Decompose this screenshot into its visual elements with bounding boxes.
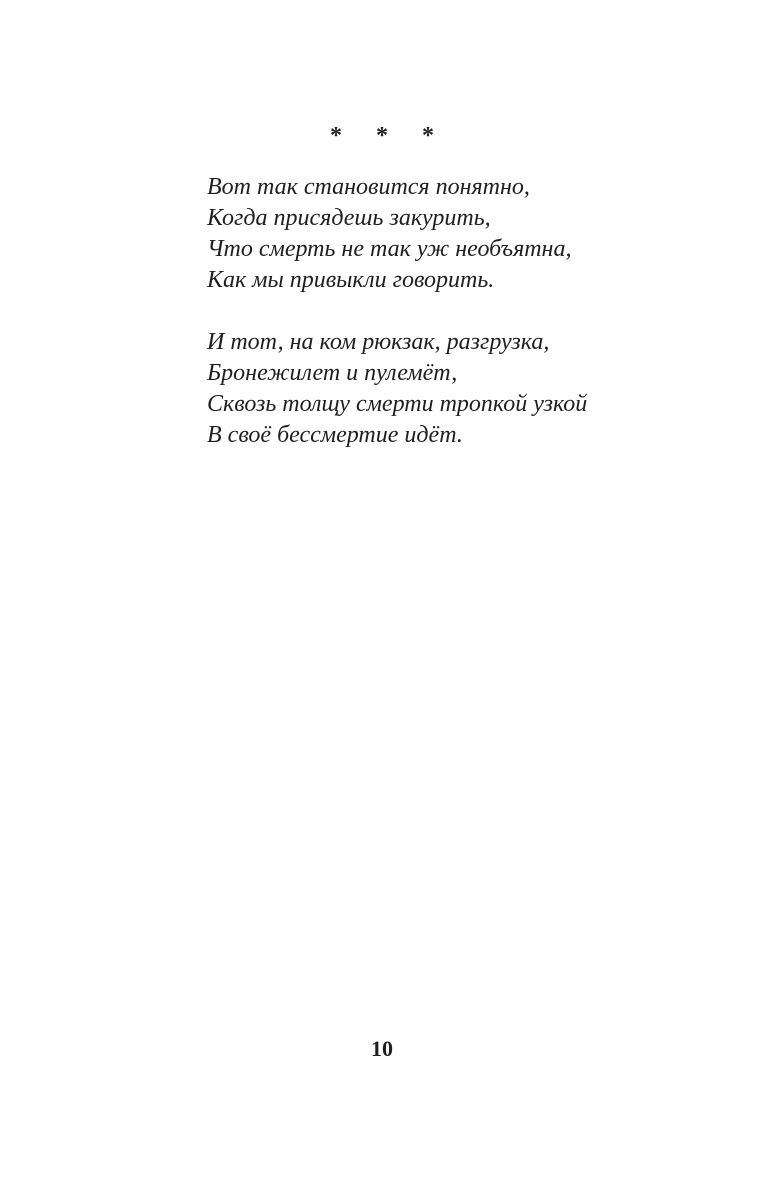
- poem-line: Что смерть не так уж необъятна,: [207, 236, 572, 262]
- page-number: 10: [371, 1036, 393, 1061]
- section-separator: * * *: [330, 123, 448, 149]
- stanza-2: [207, 327, 727, 451]
- poem-line: Когда присядешь закурить,: [207, 205, 491, 231]
- poem-line: Вот так становится понятно,: [207, 174, 530, 200]
- poem-line: Сквозь толщу смерти тропкой узкой: [207, 391, 588, 417]
- poem-line: В своё бессмертие идёт.: [207, 422, 463, 448]
- poem-line: И тот, на ком рюкзак, разгрузка,: [207, 329, 550, 355]
- poem: [207, 172, 727, 451]
- poem-line: Бронежилет и пулемёт,: [207, 360, 458, 386]
- poem-line: Как мы привыкли говорить.: [207, 267, 495, 293]
- stanza-1: [207, 172, 727, 296]
